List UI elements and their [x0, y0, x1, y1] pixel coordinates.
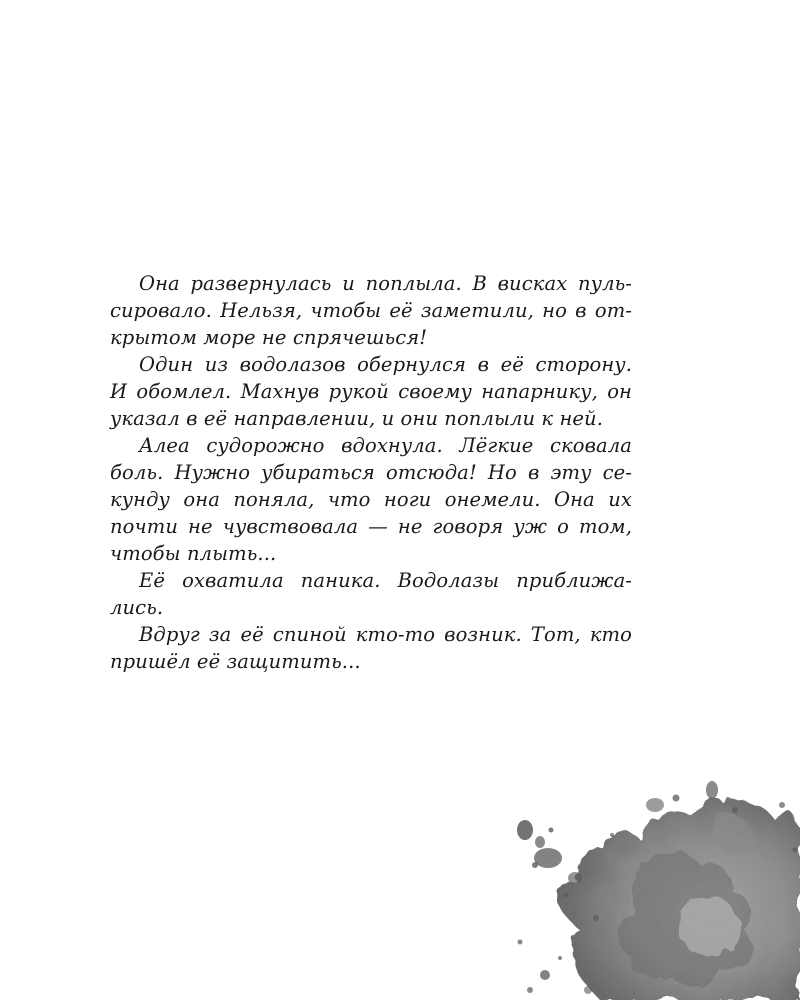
text-line: сировало. Нельзя, чтобы её заметили, но в от- [110, 299, 632, 322]
text-line: указал в её направлении, и они поплыли к ней. [110, 407, 603, 430]
page-text [110, 270, 632, 675]
text-line: почти не чувствовала — не говоря уж о том, [110, 515, 632, 538]
text-line: И обомлел. Махнув рукой своему напарнику, он [110, 380, 632, 403]
text-line: Алеа судорожно вдохнула. Лёгкие сковала [139, 434, 632, 457]
text-line: чтобы плыть... [110, 542, 277, 565]
text-line: кунду она поняла, что ноги онемели. Она их [110, 488, 632, 511]
text-line: Один из водолазов обернулся в её сторону. [139, 353, 632, 376]
text-line: Её охватила паника. Водолазы приближа- [139, 569, 632, 592]
text-line: боль. Нужно убираться отсюда! Но в эту се- [110, 461, 632, 484]
text-line: пришёл её защитить... [110, 650, 361, 673]
text-line: Она развернулась и поплыла. В висках пуль- [139, 272, 632, 295]
text-line: лись. [110, 596, 164, 619]
text-line: Вдруг за её спиной кто-то возник. Тот, кто [139, 623, 632, 646]
text-line: крытом море не спрячешься! [110, 326, 428, 349]
